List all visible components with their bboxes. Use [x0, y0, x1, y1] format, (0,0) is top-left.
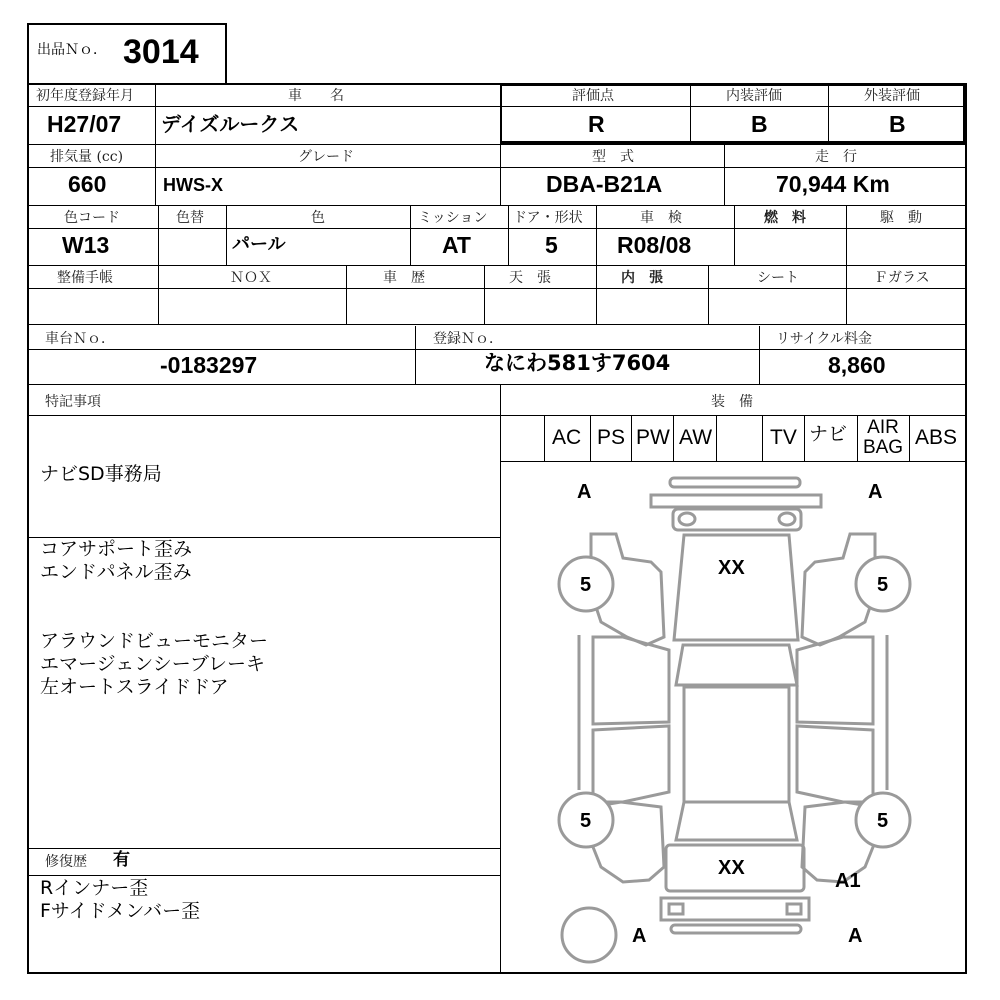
rule: [544, 416, 545, 461]
frame-bottom: [27, 972, 967, 974]
repair-notes: [40, 877, 200, 923]
rule: [28, 205, 966, 206]
roof-label: 天 張: [509, 270, 551, 286]
frame-right: [965, 83, 967, 974]
rule: [846, 206, 847, 266]
equip-pw: PW: [636, 426, 670, 449]
displacement-label: 排気量 (cc): [50, 149, 124, 165]
equip-abs: ABS: [915, 426, 958, 449]
rear-step: [671, 925, 801, 933]
f-glass-label: Ｆガラス: [874, 270, 930, 286]
remarks-box-1: [40, 463, 162, 486]
roof: [684, 687, 789, 802]
chassis-no-value: -0183297: [160, 352, 258, 378]
rule: [226, 206, 227, 266]
maintenance-label: 整備手帳: [57, 270, 113, 286]
rule: [673, 416, 674, 461]
equip-airbag: [861, 418, 905, 458]
equip-ps: PS: [597, 426, 626, 449]
rule: [28, 324, 966, 325]
remarks-label: 特記事項: [45, 394, 101, 410]
remark-line: エマージェンシーブレーキ: [40, 653, 266, 675]
rule: [846, 266, 847, 325]
mark-front-left-wheel: 5: [580, 574, 592, 596]
rule: [596, 206, 597, 266]
frame-left: [27, 23, 29, 974]
rule: [28, 167, 966, 168]
left-front-door: [593, 637, 669, 724]
rule: [716, 416, 717, 461]
remark-line: 左オートスライドドア: [40, 676, 229, 698]
rule: [857, 416, 858, 461]
inspection-label: 車 検: [640, 210, 682, 226]
door-shape-label: ドア・形状: [513, 210, 583, 226]
color-label: 色: [311, 210, 325, 226]
rear-lamp-right: [787, 904, 801, 914]
hood: [674, 535, 798, 640]
car-damage-diagram: [501, 462, 965, 972]
rule: [415, 326, 416, 385]
mark-front-right: A: [868, 481, 883, 503]
mark-rear-left: A: [632, 925, 647, 947]
chassis-no-label: 車台Ｎｏ．: [45, 331, 115, 347]
lot-number-label: 出品Ｎｏ．: [37, 42, 107, 58]
rule: [410, 206, 411, 266]
nox-label: ＮＯＸ: [230, 270, 272, 286]
interior-trim-label: 内 張: [621, 270, 663, 286]
repair-history-label: 修復歴: [45, 854, 87, 870]
right-front-door: [797, 637, 873, 724]
equip-airbag-line: AIR: [867, 417, 899, 438]
rule: [28, 848, 500, 849]
equip-tv: TV: [770, 426, 797, 449]
repair-line: Fサイドメンバー歪: [40, 900, 201, 922]
spare-tire: [562, 908, 616, 962]
mark-rear-right: A: [848, 925, 863, 947]
rule: [804, 416, 805, 461]
mark-rear-right-quarter: A1: [835, 870, 861, 892]
color-code-label: 色コード: [64, 210, 120, 226]
grade-label: グレード: [298, 149, 354, 165]
rule: [28, 415, 966, 416]
rule: [155, 145, 156, 206]
rule: [759, 326, 760, 385]
displacement-value: 660: [68, 171, 107, 197]
repair-line: Rインナー歪: [40, 877, 149, 899]
exterior-label: 外装評価: [864, 88, 920, 104]
rule: [762, 416, 763, 461]
rule: [346, 266, 347, 325]
reg-no-value: なにわ581す7604: [484, 351, 671, 375]
remark-line: ナビSD事務局: [40, 463, 162, 485]
rule: [158, 266, 159, 325]
front-emblem-right: [779, 513, 795, 525]
mark-rear-right-wheel: 5: [877, 810, 889, 832]
reg-year-value: H27/07: [47, 111, 122, 137]
model-type-label: 型 式: [592, 149, 634, 165]
interior-value: B: [751, 111, 768, 137]
left-rear-door: [593, 726, 669, 802]
color-value: パール: [232, 234, 286, 255]
fuel-label: 燃 料: [764, 210, 806, 226]
rule: [484, 266, 485, 325]
transmission-value: AT: [442, 232, 471, 258]
lot-number: 3014: [123, 33, 199, 71]
transmission-label: ミッション: [418, 210, 488, 226]
windshield: [676, 645, 797, 685]
rule: [28, 144, 966, 145]
remark-line: エンドパネル歪み: [40, 561, 192, 583]
rule: [28, 265, 966, 266]
rule: [28, 228, 966, 229]
front-bumper-top: [670, 478, 800, 487]
mark-rear-left-wheel: 5: [580, 810, 592, 832]
door-shape-value: 5: [545, 232, 558, 258]
lot-box-top: [27, 23, 227, 25]
car-name-value: デイズルークス: [161, 112, 300, 136]
remark-line: コアサポート歪み: [40, 538, 193, 560]
remark-line: アラウンドビューモニター: [40, 630, 269, 652]
mileage-label: 走 行: [815, 149, 857, 165]
color-code-value: W13: [62, 232, 110, 258]
score-value: R: [588, 111, 605, 137]
front-emblem-left: [679, 513, 695, 525]
equip-airbag-line: BAG: [862, 437, 904, 458]
score-label: 評価点: [572, 88, 614, 104]
rule: [596, 266, 597, 325]
remarks-box-3: [40, 630, 268, 699]
reg-no-label: 登録Ｎｏ．: [433, 331, 503, 347]
rear-lamp-left: [669, 904, 683, 914]
rule: [631, 416, 632, 461]
grade-value: HWS-X: [163, 175, 223, 195]
history-label: 車 歴: [383, 270, 425, 286]
car-name-label: 車 名: [288, 88, 344, 104]
rule: [734, 206, 735, 266]
exterior-value: B: [889, 111, 906, 137]
rule: [28, 288, 966, 289]
rule: [500, 145, 501, 206]
recycle-fee-value: 8,860: [828, 352, 886, 378]
reg-year-label: 初年度登録年月: [36, 88, 134, 104]
seat-label: シート: [757, 270, 799, 286]
rule: [508, 206, 509, 266]
equip-navi: ナビ: [809, 423, 848, 445]
lot-box-right: [225, 23, 227, 85]
front-grille: [673, 509, 801, 530]
front-bumper: [651, 495, 821, 507]
rule: [590, 416, 591, 461]
equipment-label: 装 備: [711, 394, 753, 410]
rule: [28, 384, 966, 385]
rule: [708, 266, 709, 325]
rule: [724, 145, 725, 206]
rear-window: [676, 802, 797, 840]
color-change-label: 色替: [176, 210, 204, 226]
model-type-value: DBA-B21A: [546, 171, 663, 197]
mark-front-right-wheel: 5: [877, 574, 889, 596]
mark-hood: XX: [718, 557, 745, 579]
mileage-value: 70,944 Km: [776, 171, 890, 197]
drive-label: 駆 動: [880, 210, 922, 226]
mark-back-door: XX: [718, 857, 745, 879]
rule: [158, 206, 159, 266]
repair-history-value: 有: [113, 850, 130, 870]
equip-aw: AW: [679, 426, 713, 449]
remarks-box-2: [40, 538, 192, 584]
recycle-fee-label: リサイクル料金: [776, 331, 873, 347]
right-rear-door: [797, 726, 873, 802]
rule: [909, 416, 910, 461]
interior-label: 内装評価: [726, 88, 782, 104]
rule: [155, 85, 156, 145]
rule: [28, 349, 966, 350]
mark-front-left: A: [577, 481, 592, 503]
equip-ac: AC: [552, 426, 582, 449]
inspection-value: R08/08: [617, 232, 692, 258]
rule: [28, 875, 500, 876]
